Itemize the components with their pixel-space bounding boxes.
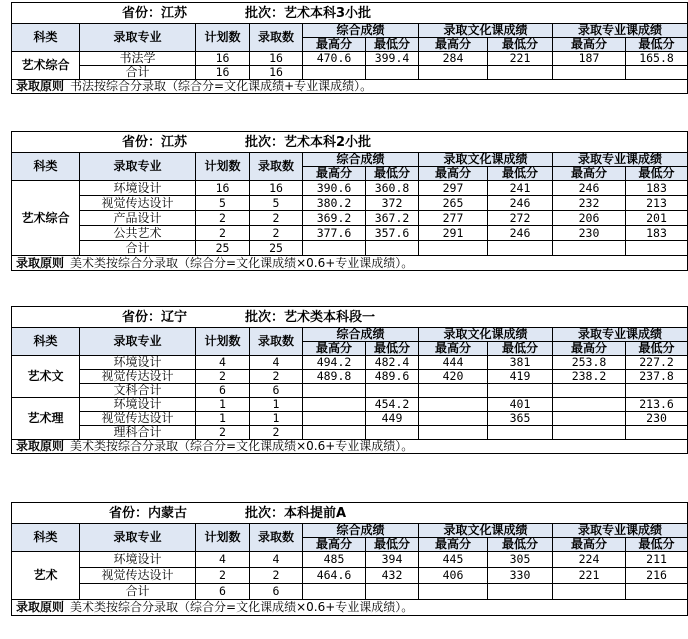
professional-max-cell <box>553 412 626 426</box>
plan-count-cell: 4 <box>196 552 250 568</box>
culture-min-cell: 221 <box>488 52 553 66</box>
professional-max-cell: 238.2 <box>553 370 626 384</box>
culture-min-cell: 419 <box>488 370 553 384</box>
major-cell: 合计 <box>80 241 196 256</box>
min-score-header: 最低分 <box>626 167 688 181</box>
plan-count-cell: 6 <box>196 584 250 600</box>
composite-header: 综合成绩 <box>303 328 419 342</box>
table-title-row <box>12 503 688 524</box>
professional-min-cell <box>626 66 688 80</box>
professional-min-cell: 216 <box>626 568 688 584</box>
culture-max-cell: 444 <box>419 356 488 370</box>
composite-min-cell: 399.4 <box>366 52 419 66</box>
admission-rule <box>12 600 688 616</box>
table-row <box>12 66 688 80</box>
rule-label: 录取原则 <box>16 600 65 614</box>
admitted-count-cell: 6 <box>250 384 303 398</box>
admitted-count-cell: 2 <box>250 370 303 384</box>
culture-min-cell <box>488 584 553 600</box>
table-row <box>12 426 688 440</box>
composite-max-cell: 470.6 <box>303 52 366 66</box>
composite-min-cell: 482.4 <box>366 356 419 370</box>
admitted-count-cell: 1 <box>250 398 303 412</box>
table-row <box>12 211 688 226</box>
professional-max-cell: 232 <box>553 196 626 211</box>
table-row <box>12 584 688 600</box>
culture-min-cell: 305 <box>488 552 553 568</box>
major-cell: 视觉传达设计 <box>80 370 196 384</box>
culture-header: 录取文化课成绩 <box>419 524 553 538</box>
province-label: 省份：江苏 <box>121 5 187 21</box>
culture-min-cell: 365 <box>488 412 553 426</box>
header-row <box>12 153 688 167</box>
composite-min-cell: 360.8 <box>366 181 419 196</box>
professional-header: 录取专业课成绩 <box>553 153 688 167</box>
plan-count-cell: 6 <box>196 384 250 398</box>
max-score-header: 最高分 <box>303 167 366 181</box>
admission-table <box>11 306 688 454</box>
admitted-count-cell: 25 <box>250 241 303 256</box>
professional-max-cell: 221 <box>553 568 626 584</box>
professional-min-cell: 211 <box>626 552 688 568</box>
culture-max-cell <box>419 584 488 600</box>
major-cell: 文科合计 <box>80 384 196 398</box>
professional-min-cell <box>626 241 688 256</box>
composite-max-cell: 489.8 <box>303 370 366 384</box>
min-score-header: 最低分 <box>626 342 688 356</box>
rule-label: 录取原则 <box>16 79 65 93</box>
category-header: 科类 <box>12 328 80 356</box>
plan-count-cell: 2 <box>196 226 250 241</box>
major-cell: 环境设计 <box>80 552 196 568</box>
table-title <box>12 307 688 328</box>
category-header: 科类 <box>12 153 80 181</box>
rule-row <box>12 256 688 271</box>
professional-max-cell <box>553 398 626 412</box>
batch-label: 批次：艺术类本科段一 <box>245 309 376 325</box>
culture-min-cell: 330 <box>488 568 553 584</box>
province-label: 省份：辽宁 <box>121 309 187 325</box>
plan-count-cell: 5 <box>196 196 250 211</box>
composite-min-cell: 449 <box>366 412 419 426</box>
composite-min-cell: 394 <box>366 552 419 568</box>
min-score-header: 最低分 <box>488 538 553 552</box>
culture-min-cell <box>488 426 553 440</box>
composite-max-cell: 464.6 <box>303 568 366 584</box>
major-header: 录取专业 <box>80 24 196 52</box>
composite-max-cell: 494.2 <box>303 356 366 370</box>
admitted-count-cell: 2 <box>250 568 303 584</box>
professional-max-cell: 206 <box>553 211 626 226</box>
min-score-header: 最低分 <box>366 167 419 181</box>
culture-max-cell: 406 <box>419 568 488 584</box>
culture-max-cell <box>419 66 488 80</box>
admission-table <box>11 502 688 616</box>
culture-min-cell: 272 <box>488 211 553 226</box>
composite-max-cell <box>303 426 366 440</box>
max-score-header: 最高分 <box>553 342 626 356</box>
max-score-header: 最高分 <box>419 342 488 356</box>
composite-max-cell: 377.6 <box>303 226 366 241</box>
max-score-header: 最高分 <box>553 167 626 181</box>
province-label: 省份：内蒙古 <box>108 505 187 521</box>
culture-header: 录取文化课成绩 <box>419 328 553 342</box>
culture-min-cell: 246 <box>488 196 553 211</box>
composite-min-cell: 454.2 <box>366 398 419 412</box>
category-cell: 艺术综合 <box>12 181 80 256</box>
professional-max-cell: 187 <box>553 52 626 66</box>
admitted-count-cell: 16 <box>250 181 303 196</box>
rule-text: 美术类按综合分录取（综合分=文化课成绩×0.6+专业课成绩）。 <box>70 600 414 614</box>
major-cell: 环境设计 <box>80 398 196 412</box>
professional-max-cell: 246 <box>553 181 626 196</box>
table-title <box>12 503 688 524</box>
culture-min-cell <box>488 66 553 80</box>
professional-min-cell <box>626 384 688 398</box>
rule-row <box>12 80 688 94</box>
composite-min-cell: 489.6 <box>366 370 419 384</box>
table-row <box>12 412 688 426</box>
composite-min-cell <box>366 241 419 256</box>
culture-header: 录取文化课成绩 <box>419 153 553 167</box>
composite-max-cell: 380.2 <box>303 196 366 211</box>
category-cell: 艺术文 <box>12 356 80 398</box>
culture-max-cell <box>419 241 488 256</box>
professional-max-cell: 224 <box>553 552 626 568</box>
min-score-header: 最低分 <box>366 538 419 552</box>
professional-header: 录取专业课成绩 <box>553 328 688 342</box>
table-title <box>12 3 688 24</box>
professional-max-cell <box>553 426 626 440</box>
rule-text: 美术类按综合分录取（综合分=文化课成绩×0.6+专业课成绩）。 <box>70 439 414 453</box>
major-cell: 合计 <box>80 584 196 600</box>
category-header: 科类 <box>12 24 80 52</box>
professional-header: 录取专业课成绩 <box>553 24 688 38</box>
major-cell: 理科合计 <box>80 426 196 440</box>
culture-header: 录取文化课成绩 <box>419 24 553 38</box>
culture-max-cell: 284 <box>419 52 488 66</box>
min-score-header: 最低分 <box>488 38 553 52</box>
province-label: 省份：江苏 <box>121 134 187 150</box>
plan-count-cell: 2 <box>196 370 250 384</box>
professional-min-cell: 213 <box>626 196 688 211</box>
plan-count-cell: 16 <box>196 52 250 66</box>
admission-table <box>11 131 688 271</box>
major-cell: 书法学 <box>80 52 196 66</box>
composite-max-cell <box>303 66 366 80</box>
admitted-header: 录取数 <box>250 328 303 356</box>
max-score-header: 最高分 <box>553 38 626 52</box>
professional-min-cell: 165.8 <box>626 52 688 66</box>
admission-table <box>11 2 688 94</box>
composite-max-cell <box>303 398 366 412</box>
table-row <box>12 52 688 66</box>
min-score-header: 最低分 <box>366 38 419 52</box>
table-row <box>12 226 688 241</box>
rule-label: 录取原则 <box>16 439 65 453</box>
table-row <box>12 241 688 256</box>
composite-max-cell <box>303 584 366 600</box>
min-score-header: 最低分 <box>626 38 688 52</box>
plan-count-cell: 2 <box>196 426 250 440</box>
rule-row <box>12 600 688 616</box>
major-header: 录取专业 <box>80 524 196 552</box>
admitted-count-cell: 16 <box>250 66 303 80</box>
professional-min-cell: 201 <box>626 211 688 226</box>
culture-min-cell: 401 <box>488 398 553 412</box>
composite-header: 综合成绩 <box>303 524 419 538</box>
category-header: 科类 <box>12 524 80 552</box>
admitted-count-cell: 6 <box>250 584 303 600</box>
professional-min-cell: 183 <box>626 181 688 196</box>
batch-label: 批次：艺术本科3小批 <box>245 5 372 21</box>
professional-max-cell <box>553 241 626 256</box>
table-title <box>12 132 688 153</box>
professional-min-cell: 227.2 <box>626 356 688 370</box>
header-row <box>12 524 688 538</box>
admitted-count-cell: 2 <box>250 211 303 226</box>
professional-max-cell: 253.8 <box>553 356 626 370</box>
admitted-count-cell: 5 <box>250 196 303 211</box>
culture-min-cell <box>488 384 553 398</box>
professional-min-cell: 213.6 <box>626 398 688 412</box>
max-score-header: 最高分 <box>303 38 366 52</box>
min-score-header: 最低分 <box>488 167 553 181</box>
culture-max-cell: 291 <box>419 226 488 241</box>
culture-max-cell: 265 <box>419 196 488 211</box>
batch-label: 批次：本科提前A <box>245 505 347 521</box>
rule-row <box>12 440 688 454</box>
admitted-header: 录取数 <box>250 24 303 52</box>
major-cell: 公共艺术 <box>80 226 196 241</box>
culture-min-cell <box>488 241 553 256</box>
culture-max-cell: 277 <box>419 211 488 226</box>
rule-label: 录取原则 <box>16 255 65 270</box>
rule-text: 书法按综合分录取（综合分=文化课成绩+专业课成绩）。 <box>70 79 373 93</box>
admitted-count-cell: 1 <box>250 412 303 426</box>
professional-min-cell <box>626 584 688 600</box>
composite-header: 综合成绩 <box>303 153 419 167</box>
composite-max-cell: 485 <box>303 552 366 568</box>
culture-max-cell <box>419 398 488 412</box>
professional-max-cell: 230 <box>553 226 626 241</box>
composite-min-cell: 367.2 <box>366 211 419 226</box>
major-cell: 视觉传达设计 <box>80 412 196 426</box>
composite-min-cell: 432 <box>366 568 419 584</box>
culture-max-cell <box>419 384 488 398</box>
table-title-row <box>12 307 688 328</box>
max-score-header: 最高分 <box>303 342 366 356</box>
admission-rule <box>12 80 688 94</box>
professional-max-cell <box>553 584 626 600</box>
table-row <box>12 384 688 398</box>
plan-count-cell: 16 <box>196 181 250 196</box>
professional-max-cell <box>553 66 626 80</box>
plan-count-cell: 25 <box>196 241 250 256</box>
professional-min-cell: 183 <box>626 226 688 241</box>
composite-max-cell <box>303 412 366 426</box>
major-header: 录取专业 <box>80 153 196 181</box>
composite-max-cell: 369.2 <box>303 211 366 226</box>
composite-header: 综合成绩 <box>303 24 419 38</box>
culture-min-cell: 241 <box>488 181 553 196</box>
table-row <box>12 552 688 568</box>
major-cell: 环境设计 <box>80 356 196 370</box>
rule-text: 美术类按综合分录取（综合分=文化课成绩×0.6+专业课成绩）。 <box>70 255 414 270</box>
major-cell: 视觉传达设计 <box>80 196 196 211</box>
composite-min-cell <box>366 384 419 398</box>
professional-min-cell: 237.8 <box>626 370 688 384</box>
plan-count-cell: 16 <box>196 66 250 80</box>
plan-header: 计划数 <box>196 24 250 52</box>
major-header: 录取专业 <box>80 328 196 356</box>
plan-count-cell: 1 <box>196 398 250 412</box>
culture-max-cell: 420 <box>419 370 488 384</box>
header-row <box>12 328 688 342</box>
admission-rule <box>12 256 688 271</box>
max-score-header: 最高分 <box>303 538 366 552</box>
admitted-header: 录取数 <box>250 524 303 552</box>
professional-header: 录取专业课成绩 <box>553 524 688 538</box>
admitted-count-cell: 4 <box>250 552 303 568</box>
table-row <box>12 398 688 412</box>
admission-rule <box>12 440 688 454</box>
composite-min-cell: 357.6 <box>366 226 419 241</box>
plan-header: 计划数 <box>196 524 250 552</box>
min-score-header: 最低分 <box>488 342 553 356</box>
major-cell: 产品设计 <box>80 211 196 226</box>
plan-count-cell: 1 <box>196 412 250 426</box>
table-title-row <box>12 132 688 153</box>
plan-count-cell: 4 <box>196 356 250 370</box>
admitted-count-cell: 4 <box>250 356 303 370</box>
min-score-header: 最低分 <box>366 342 419 356</box>
composite-min-cell <box>366 426 419 440</box>
composite-max-cell <box>303 241 366 256</box>
max-score-header: 最高分 <box>419 38 488 52</box>
min-score-header: 最低分 <box>626 538 688 552</box>
composite-max-cell <box>303 384 366 398</box>
plan-count-cell: 2 <box>196 211 250 226</box>
plan-header: 计划数 <box>196 328 250 356</box>
table-row <box>12 196 688 211</box>
admitted-count-cell: 16 <box>250 52 303 66</box>
composite-max-cell: 390.6 <box>303 181 366 196</box>
admitted-header: 录取数 <box>250 153 303 181</box>
table-row <box>12 370 688 384</box>
max-score-header: 最高分 <box>419 167 488 181</box>
culture-min-cell: 246 <box>488 226 553 241</box>
major-cell: 合计 <box>80 66 196 80</box>
culture-max-cell: 445 <box>419 552 488 568</box>
composite-min-cell: 372 <box>366 196 419 211</box>
max-score-header: 最高分 <box>553 538 626 552</box>
professional-max-cell <box>553 384 626 398</box>
admitted-count-cell: 2 <box>250 226 303 241</box>
culture-max-cell: 297 <box>419 181 488 196</box>
composite-min-cell <box>366 584 419 600</box>
plan-header: 计划数 <box>196 153 250 181</box>
table-row <box>12 181 688 196</box>
table-row <box>12 356 688 370</box>
admitted-count-cell: 2 <box>250 426 303 440</box>
composite-min-cell <box>366 66 419 80</box>
professional-min-cell <box>626 426 688 440</box>
category-cell: 艺术 <box>12 552 80 600</box>
culture-max-cell <box>419 426 488 440</box>
batch-label: 批次：艺术本科2小批 <box>245 134 372 150</box>
culture-max-cell <box>419 412 488 426</box>
max-score-header: 最高分 <box>419 538 488 552</box>
professional-min-cell: 230 <box>626 412 688 426</box>
culture-min-cell: 381 <box>488 356 553 370</box>
major-cell: 环境设计 <box>80 181 196 196</box>
table-row <box>12 568 688 584</box>
category-cell: 艺术综合 <box>12 52 80 80</box>
plan-count-cell: 2 <box>196 568 250 584</box>
header-row <box>12 24 688 38</box>
category-cell: 艺术理 <box>12 398 80 440</box>
major-cell: 视觉传达设计 <box>80 568 196 584</box>
table-title-row <box>12 3 688 24</box>
